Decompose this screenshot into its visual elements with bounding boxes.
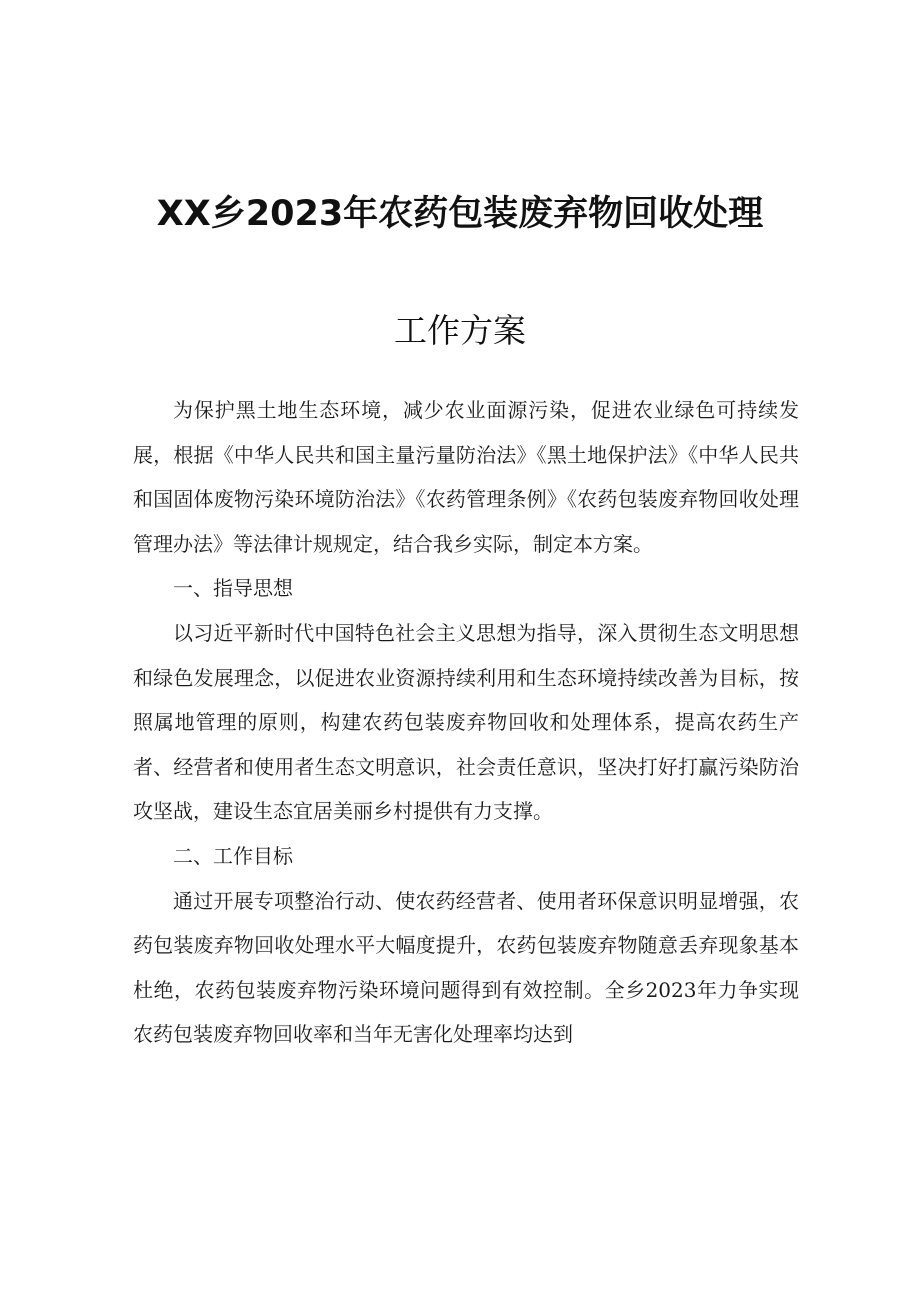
guiding-ideology-paragraph: 以习近平新时代中国特色社会主义思想为指导，深入贯彻生态文明思想和绿色发展理念，以促进农业资源持续利用和生态环境持续改善为目标，按照属地管理的原则，构建农药包装废弃物回收和处理体系，提高农药生产者、经营者和使用者生态文明意识，社会责任意识，坚决打好打赢污染防治攻坚战，建设生态宜居美丽乡村提供有力支撑。: [133, 620, 799, 824]
work-goals-paragraph: 通过开展专项整治行动、使农药经营者、使用者环保意识明显增强，农药包装废弃物回收处理水平大幅度提升，农药包装废弃物随意丢弃现象基本杜绝，农药包装废弃物污染环境问题得到有效控制。全乡2023年力争实现农药包装废弃物回收率和当年无害化处理率均达到: [133, 888, 799, 1047]
document-body: [133, 388, 799, 1057]
section-heading-work-goals: 二、工作目标: [173, 843, 293, 868]
document-title-line-1: XX乡2023年农药包装废弃物回收处理: [156, 194, 764, 234]
document-title-line-2: 工作方案: [394, 311, 526, 350]
section-heading-guiding-ideology: 一、指导思想: [173, 576, 293, 601]
intro-paragraph: 为保护黑土地生态环境，减少农业面源污染，促进农业绿色可持续发展，根据《中华人民共和国主量污量防治法》《黑土地保护法》《中华人民共和国固体废物污染环境防治法》《农药管理条例》《农药包装废弃物回收处理管理办法》等法律计规规定，结合我乡实际，制定本方案。: [133, 398, 799, 556]
